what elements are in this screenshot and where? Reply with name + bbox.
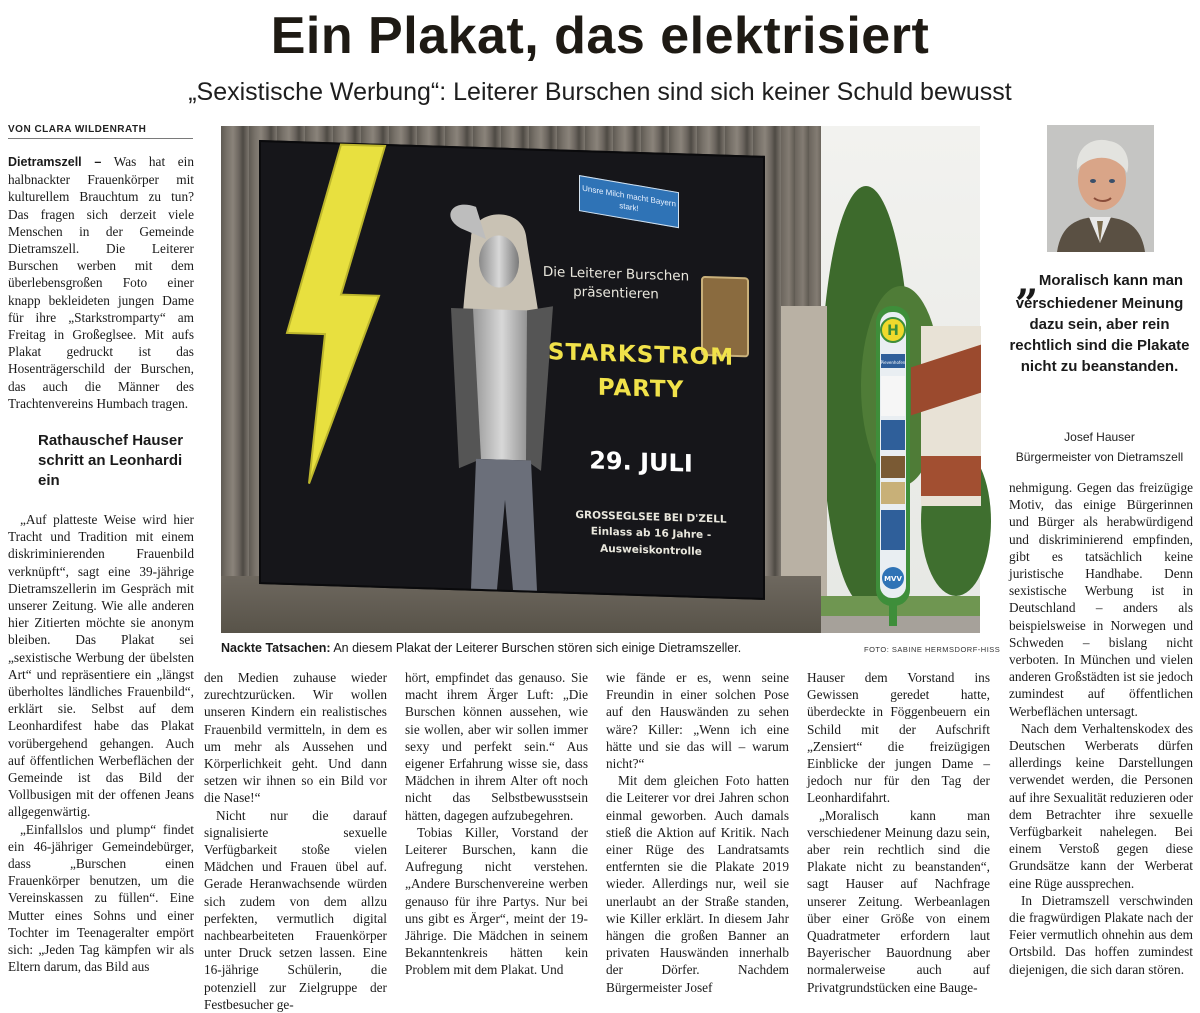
poster-title: STARKSTROM: [547, 339, 735, 371]
poster-line: Einlass ab 16 Jahre -: [590, 525, 712, 542]
paragraph: Tobias Killer, Vorstand der Leiterer Burschen, kann die Aufregung nicht verstehen. „Andere Burschenvereine werben genauso für ihre Partys. Nur bei uns gibt es Ärger“, meint der 19-Jährige. Die Mädchen in seinem Bekanntenkreis hätten kein Problem mit dem Plakat. Und: [405, 824, 588, 978]
portrait-figure: [1047, 125, 1154, 252]
caption-lead: Nackte Tatsachen:: [221, 641, 331, 655]
subline: „Sexistische Werbung“: Leiterer Burschen sind sich keiner Schuld bewusst: [188, 78, 1012, 106]
poster-title: PARTY: [597, 374, 685, 404]
paragraph: hört, empfindet das genauso. Sie macht ihrem Ärger Luft: „Die Burschen können aussehen, wie sie wollen, aber wir sollen immer sexy und perfekt sein.“ Aus eigener Erfahrung wisse sie, dass Mädchen in ihrem Alter oft noch nicht das Selbstbewusstsein hätten, dagegen aufzubegehren.: [405, 670, 588, 823]
quote-mark-icon: „: [1015, 258, 1036, 305]
byline: VON CLARA WILDENRATH: [8, 124, 193, 139]
poster-line: GROSSEGLSEE BEI D'ZELL: [575, 508, 727, 526]
headline: Ein Plakat, das elektrisiert: [270, 7, 930, 65]
house-roof: [921, 456, 981, 496]
paragraph: Nach dem Verhaltenskodex des Deutschen Werberats dürfen allerdings keine Darstellungen verwendet werden, die Personen auf ihre Sexualität reduzieren oder dem Betrachter ihre sexuelle Verfügbarkeit nahelegen. Bei einem Verstoß gegen diese Grundsätze kann der Werberat eine Rüge aussprechen.: [1009, 720, 1193, 891]
pull-quote-text: Moralisch kann man verschiedener Meinung dazu sein, aber rein rechtlich sind die Plakate nicht zu beanstanden.: [1009, 272, 1190, 375]
paragraph: [8, 153, 194, 412]
article-column-5: [807, 669, 990, 996]
paragraph-text: Was hat ein halbnackter Frauenkörper mit kulturellem Brauchtum zu tun? Das fragen sich derzeit viele Menschen in der Gemeinde Dietramszell. Die Leiterer Burschen werben mit dem überlebensgroßen Foto einer knapp bekleideten jungen Dame für ihre „Starkstromparty“ am Freitag in Großeglsee. Mit aufs Plakat gedruckt ist das Hosenträgerschild der Burschen, das auch die Männer des Trachtenvereins Humbach tragen.: [8, 154, 194, 411]
quote-author-role: Bürgermeister von Dietramszell: [1015, 450, 1184, 464]
bus-stop-name: Pievenhofen: [880, 360, 906, 365]
bus-sign-letter: H: [887, 323, 899, 339]
poster-line: Die Leiterer Burschen: [542, 263, 690, 285]
article-column-3: [405, 669, 588, 979]
paragraph: „Moralisch kann man verschiedener Meinung dazu sein, aber rein rechtlich sind die Plakate nicht zu beanstanden“, sagt Hauser auf Nachfrage unserer Zeitung. Werbeanlagen über einer Größe von einem Quadratmeter erfordern laut Bayerischer Bauordnung aber normalerweise auch auf Privatgrundstücken eine Bauge-: [807, 807, 990, 995]
paragraph: Nicht nur die darauf signalisierte sexuelle Verfügbarkeit stoße vielen Mädchen und Frauen übel auf. Gerade Heranwachsende würden sich zudem von dem allzu perfekten, vermutlich digital nachbearbeiteten Frauenkörper unter Druck setzen lassen. Eine 16-jährige Schülerin, die potenziell zur Zielgruppe der Festbesucher ge-: [204, 807, 387, 1012]
photo-credit: FOTO: SABINE HERMSDORF-HISS: [864, 645, 1001, 654]
portrait-photo: [1047, 125, 1154, 252]
paragraph: wie fände er es, wenn seine Freundin in einer solchen Pose auf den Hauswänden zu sehen wäre? Killer: „Wenn ich eine hätte und sie das will – warum nicht?“: [606, 670, 789, 772]
article-column-1-top: [8, 153, 194, 412]
poster-date: 29. JULI: [589, 446, 693, 478]
paragraph: „Auf platteste Weise wird hier Tracht und Tradition mit einem diskriminierenden Frauenbild verknüpft“, sagt eine 39-jährige Dietramszellerin im Gespräch mit unserer Zeitung. Wie alle anderen hier Zitierten möchte sie anonym bleiben. Das Plakat sei „sexistische Werbung der übelsten Art“ und repräsentiere ein „längst überholtes ländliches Frauenbild“, erklärt sie. Selbst auf dem Leonhardifest habe das Plakat vorübergehend gehangen. Auch auf öffentlichen Werbeflächen der Gemeinde ist das Bild der Vollbusigen mit der offenen Jeans allgegenwärtig.: [8, 512, 194, 820]
quote-author-name: Josef Hauser: [1064, 430, 1135, 444]
paragraph: Hauser dem Vorstand ins Gewissen geredet hatte, überdeckte in Föggenbeuern ein Schild mit der Aufschrift „Zensiert“ die freizügigen Einblicke der jungen Dame – jedoch nur für den Tag der Leonhardifahrt.: [807, 670, 990, 806]
paragraph: In Dietramszell verschwinden die fragwürdigen Plakate nach der Feier vermutlich ohnehin aus dem Ortsbild. Das hoffen zumindest diejenigen, die sich daran stören.: [1009, 892, 1193, 977]
article-column-6: [1009, 479, 1193, 978]
quote-attribution: [1002, 427, 1197, 467]
article-photo: [221, 126, 980, 633]
article-column-4: [606, 669, 789, 996]
caption-text: An diesem Plakat der Leiterer Burschen stören sich einige Dietramszeller.: [333, 641, 742, 655]
pull-quote: [1002, 258, 1197, 377]
dateline: Dietramszell –: [8, 155, 102, 169]
poster-line: präsentieren: [573, 283, 659, 303]
article-column-1-bottom: [8, 511, 194, 975]
paragraph: „Einfallslos und plump“ findet ein 46-jähriger Gemeindebürger, dass „Burschen einen Frauenkörper benutzen, um die Vereinskassen zu füllen“. Eine Mutter eines Sohns und einer Tochter im Teenageralter empört sich: „Jeden Tag kämpfen wir als Eltern darum, das Bild aus: [8, 821, 194, 975]
poster-line: Ausweiskontrolle: [600, 542, 702, 558]
party-banner: [259, 140, 765, 600]
paragraph: nehmigung. Gegen das freizügige Motiv, das einige Bürgerinnen und Bürger als herabwürdigend und diskriminierend empfinden, gibt es tatsächlich keine juristische Handhabe. Denn sexistische Werbung ist in Deutschland – anders als beispielsweise in Norwegen und Schweden – bislang nicht verboten. In München und vielen anderen Großstädten ist sie jedoch zumindest auf öffentlichen Werbeflächen untersagt.: [1009, 480, 1193, 719]
paragraph: den Medien zuhause wieder zurechtzurücken. Wir wollen unseren Kindern ein realistisches Frauenbild vermitteln, in dem es um mehr als Aussehen und Körperlichkeit geht. Und dann setzen wir ihnen so ein Bild vor die Nase!“: [204, 670, 387, 806]
bus-stop-sign: [872, 306, 914, 626]
article-column-2: [204, 669, 387, 1013]
bus-brand: MVV: [884, 575, 902, 583]
lightning-bolt-icon: [279, 143, 389, 486]
paragraph: Mit dem gleichen Foto hatten die Leiterer vor drei Jahren schon einmal geworben. Auch damals stieß die Aktion auf Kritik. Nach einer Rüge des Landratsamts entfernten sie die Plakate 2019 wieder. Allerdings nur, weil sie unerlaubt an der Straße standen, wie Killer erklärt. In diesem Jahr hängen die großen Banner an privaten Hauswänden innerhalb der Dörfer. Nachdem Bürgermeister Josef: [606, 773, 789, 995]
milk-sign: Unsre Milch macht Bayern stark!: [579, 175, 679, 228]
subhead: Rathauschef Hauser schritt an Leonhardi ein: [38, 432, 184, 489]
